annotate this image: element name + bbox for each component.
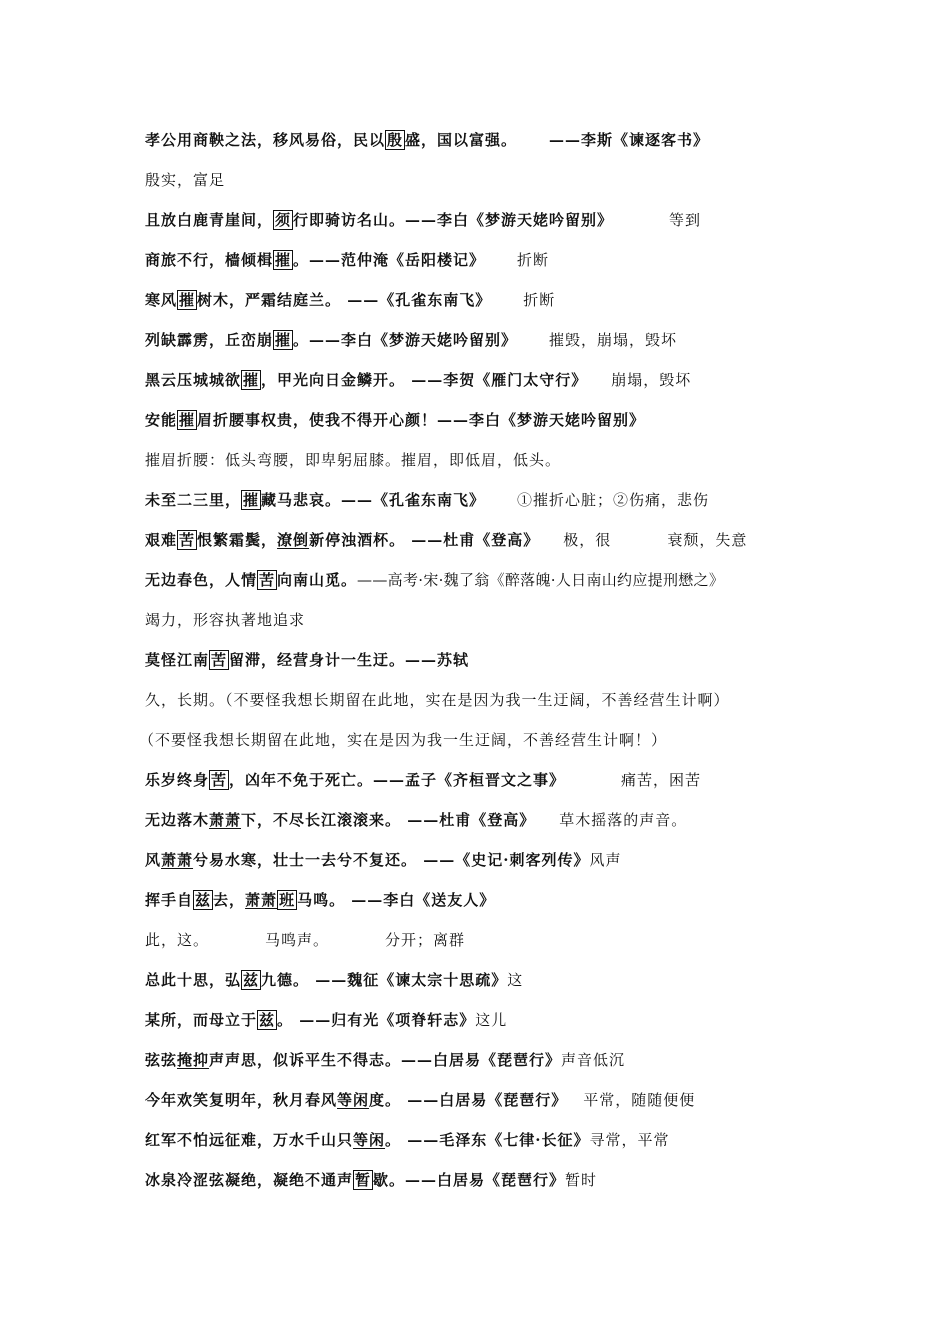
line-11 — [145, 530, 747, 550]
text: 冰泉冷涩弦凝绝，凝绝不通声 — [145, 1171, 354, 1189]
note: 崩塌，毁坏 — [611, 371, 692, 389]
boxed-keyword: 摧 — [179, 411, 196, 429]
line-15: 久，长期。（不要怪我想长期留在此地，实在是因为我一生迂阔，不善经营生计啊） — [145, 691, 730, 709]
line-13: 竭力，形容执著地追求 — [145, 611, 306, 629]
boxed-keyword: 殷 — [387, 131, 404, 149]
line-26 — [145, 1130, 670, 1150]
text: 某所，而母立于 — [145, 1011, 258, 1029]
text: 眉折腰事权贵，使我不得开心颜！——李白《梦游天姥吟留别》 — [197, 411, 646, 429]
note: 折断 — [523, 291, 556, 309]
note: 马鸣声。 — [265, 931, 330, 949]
boxed-keyword: 摧 — [275, 331, 292, 349]
text: 。——李白《梦游天姥吟留别》 — [293, 331, 518, 349]
note: 折断 — [517, 251, 550, 269]
line-24 — [145, 1050, 625, 1070]
text: 向南山觅。 — [277, 571, 358, 589]
text: 。 ——归有光《项脊轩志》 — [277, 1011, 476, 1029]
note: 分开；离群 — [385, 931, 466, 949]
line-25 — [145, 1090, 695, 1110]
text: 。 ——毛泽东《七律·长征》 — [385, 1131, 590, 1149]
text: 弦弦 — [145, 1051, 178, 1069]
note: 这儿 — [475, 1011, 508, 1029]
text: 藏马悲哀。——《孔雀东南飞》 — [261, 491, 486, 509]
text: 寒风 — [145, 291, 178, 309]
boxed-keyword: 兹 — [259, 1011, 276, 1029]
underlined-keyword: 萧萧 — [245, 891, 278, 909]
note: 暂时 — [565, 1171, 598, 1189]
line-10 — [145, 490, 709, 510]
line-2: 殷实，富足 — [145, 171, 226, 189]
note: 声音低沉 — [561, 1051, 626, 1069]
text: 去， — [213, 891, 246, 909]
text: 未至二三里， — [145, 491, 242, 509]
underlined-keyword: 萧萧 — [209, 811, 242, 829]
boxed-keyword: 苦 — [211, 771, 228, 789]
source: ——高考·宋·魏了翁《醉落魄·人日南山约应提刑懋之》 — [357, 571, 725, 589]
text: 下，不尽长江滚滚来。 ——杜甫《登高》 — [241, 811, 536, 829]
boxed-keyword: 须 — [275, 211, 292, 229]
text: 度。 ——白居易《琵琶行》 — [369, 1091, 568, 1109]
text: 。——范仲淹《岳阳楼记》 — [293, 251, 486, 269]
underlined-keyword: 掩抑 — [177, 1051, 210, 1069]
text: 恨繁霜鬓， — [197, 531, 278, 549]
text: 黑云压城城欲 — [145, 371, 242, 389]
line-27 — [145, 1170, 597, 1190]
line-5 — [145, 290, 555, 310]
boxed-keyword: 苦 — [211, 651, 228, 669]
boxed-keyword: 兹 — [243, 971, 260, 989]
note: 痛苦，困苦 — [621, 771, 702, 789]
text: ，凶年不免于死亡。——孟子《齐桓晋文之事》 — [229, 771, 566, 789]
line-16: （不要怪我想长期留在此地，实在是因为我一生迂阔，不善经营生计啊！） — [139, 731, 668, 749]
text: 今年欢笑复明年，秋月春风 — [145, 1091, 338, 1109]
text: 行即骑访名山。——李白《梦游天姥吟留别》 — [293, 211, 614, 229]
note: ①摧折心脏；②伤痛，悲伤 — [517, 491, 710, 509]
text: 挥手自 — [145, 891, 194, 909]
line-7 — [145, 370, 691, 390]
line-17 — [145, 770, 701, 790]
text: 盛，国以富强。 — [405, 131, 518, 149]
text: 孝公用商鞅之法，移风易俗，民以 — [145, 131, 386, 149]
source: ——李斯《谏逐客书》 — [549, 131, 710, 149]
text: 艰难 — [145, 531, 178, 549]
underlined-keyword: 萧萧 — [161, 851, 194, 869]
line-23 — [145, 1010, 507, 1030]
note: 等到 — [669, 211, 702, 229]
text: 歇。——白居易《琵琶行》 — [373, 1171, 566, 1189]
line-22 — [145, 970, 523, 990]
note: 摧毁，崩塌，毁坏 — [549, 331, 678, 349]
text: ，甲光向日金鳞开。 ——李贺《雁门太守行》 — [261, 371, 588, 389]
text: 安能 — [145, 411, 178, 429]
line-12 — [145, 570, 724, 590]
note: 极，很 — [563, 531, 612, 549]
boxed-keyword: 班 — [279, 891, 296, 909]
note: 风声 — [589, 851, 622, 869]
note: 这 — [507, 971, 524, 989]
boxed-keyword: 兹 — [195, 891, 212, 909]
note: 衰颓，失意 — [667, 531, 748, 549]
text: 声声思，似诉平生不得志。——白居易《琵琶行》 — [209, 1051, 562, 1069]
text: 商旅不行，樯倾楫 — [145, 251, 274, 269]
line-8 — [145, 410, 645, 430]
note: 此，这。 — [145, 931, 210, 949]
text: 九德。 ——魏征《谏太宗十思疏》 — [261, 971, 508, 989]
underlined-keyword: 等闲 — [353, 1131, 386, 1149]
note: 寻常，平常 — [589, 1131, 670, 1149]
text: 无边春色，人情 — [145, 571, 258, 589]
line-4 — [145, 250, 549, 270]
text: 莫怪江南 — [145, 651, 210, 669]
text: 列缺霹雳，丘峦崩 — [145, 331, 274, 349]
boxed-keyword: 暂 — [355, 1171, 372, 1189]
line-20 — [145, 890, 495, 910]
underlined-keyword: 潦倒 — [277, 531, 310, 549]
boxed-keyword: 苦 — [179, 531, 196, 549]
text: 总此十思，弘 — [145, 971, 242, 989]
line-14 — [145, 650, 469, 670]
line-6 — [145, 330, 677, 350]
underlined-keyword: 等闲 — [337, 1091, 370, 1109]
boxed-keyword: 苦 — [259, 571, 276, 589]
text: 红军不怕远征难，万水千山只 — [145, 1131, 354, 1149]
boxed-keyword: 摧 — [243, 371, 260, 389]
text: 新停浊酒杯。 ——杜甫《登高》 — [309, 531, 540, 549]
note: 平常，随随便便 — [583, 1091, 696, 1109]
line-1 — [145, 130, 709, 150]
text: 树木，严霜结庭兰。 ——《孔雀东南飞》 — [197, 291, 492, 309]
note: 草木摇落的声音。 — [559, 811, 688, 829]
text: 兮易水寒，壮士一去兮不复还。 ——《史记·刺客列传》 — [193, 851, 590, 869]
boxed-keyword: 摧 — [179, 291, 196, 309]
text: 风 — [145, 851, 162, 869]
line-19 — [145, 850, 622, 870]
line-3 — [145, 210, 701, 230]
boxed-keyword: 摧 — [243, 491, 260, 509]
text: 马鸣。 ——李白《送友人》 — [297, 891, 496, 909]
line-18 — [145, 810, 687, 830]
text: 留滞，经营身计一生迂。——苏轼 — [229, 651, 470, 669]
line-21 — [145, 930, 465, 950]
line-9: 摧眉折腰：低头弯腰，即卑躬屈膝。摧眉，即低眉，低头。 — [145, 451, 562, 469]
boxed-keyword: 摧 — [275, 251, 292, 269]
text: 乐岁终身 — [145, 771, 210, 789]
text: 无边落木 — [145, 811, 210, 829]
text: 且放白鹿青崖间， — [145, 211, 274, 229]
